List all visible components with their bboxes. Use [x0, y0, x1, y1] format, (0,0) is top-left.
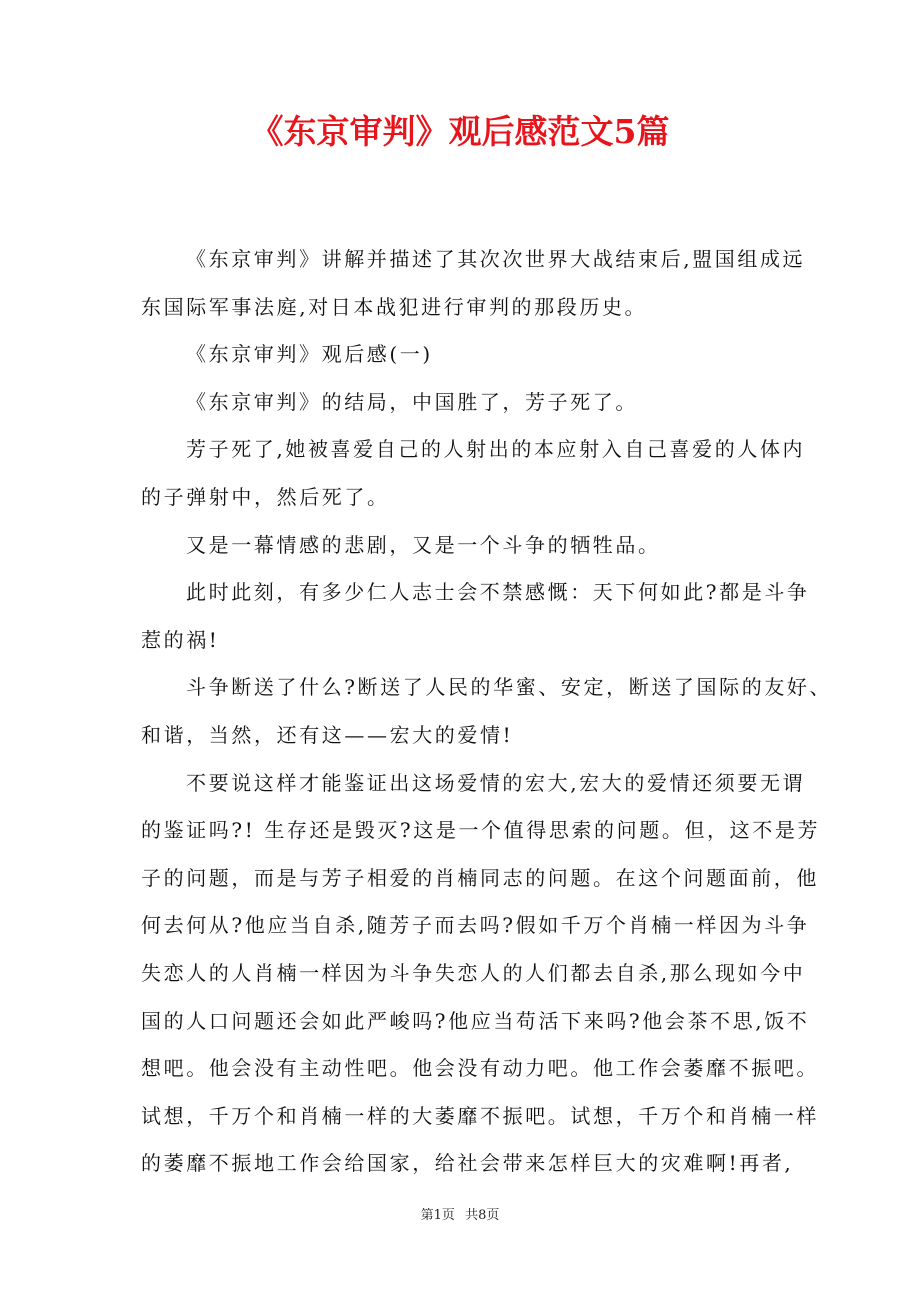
document-title: 《东京审判》观后感范文5篇	[250, 112, 670, 151]
paragraph-line: 的萎靡不振地工作会给国家，给社会带来怎样巨大的灾难啊!再者,	[141, 1151, 794, 1176]
page-total: 共8页	[465, 1208, 500, 1223]
paragraph-line: 的子弹射中，然后死了。	[141, 484, 390, 509]
paragraph-line: 斗争断送了什么?断送了人民的华蜜、安定，断送了国际的友好、	[186, 675, 833, 700]
paragraph-line: 又是一幕情感的悲剧，又是一个斗争的牺牲品。	[186, 532, 661, 557]
paragraph-line: 惹的祸!	[141, 627, 220, 652]
paragraph-line: 子的问题，而是与芳子相爱的肖楠同志的问题。在这个问题面前，他	[141, 865, 819, 890]
paragraph-line: 《东京审判》讲解并描述了其次次世界大战结束后,盟国组成远	[186, 247, 806, 271]
paragraph-line: 此时此刻，有多少仁人志士会不禁感慨：天下何如此?都是斗争	[186, 580, 810, 605]
paragraph-line: 和谐，当然，还有这——宏大的爱情!	[141, 722, 514, 747]
paragraph-line: 东国际军事法庭,对日本战犯进行审判的那段历史。	[141, 294, 648, 319]
paragraph-line: 的鉴证吗?! 生存还是毁灭?这是一个值得思索的问题。但，这不是芳	[141, 818, 821, 843]
document-body	[141, 236, 833, 1188]
paragraph-line: 《东京审判》的结局，中国胜了，芳子死了。	[186, 389, 638, 414]
paragraph-line: 不要说这样才能鉴证出这场爱情的宏大,宏大的爱情还须要无谓	[186, 770, 806, 795]
paragraph-line: 国的人口问题还会如此严峻吗?他应当苟活下来吗?他会茶不思,饭不	[141, 1008, 810, 1033]
paragraph-line: 失恋人的人肖楠一样因为斗争失恋人的人们都去自杀,那么现如今中	[141, 960, 806, 985]
paragraph-line: 想吧。他会没有主动性吧。他会没有动力吧。他工作会萎靡不振吧。	[141, 1056, 819, 1081]
page-footer	[0, 1206, 920, 1226]
section-heading: 《东京审判》观后感(一)	[186, 342, 433, 367]
page-number: 第1页	[420, 1208, 455, 1223]
paragraph-line: 试想，千万个和肖楠一样的大萎靡不振吧。试想，千万个和肖楠一样	[141, 1103, 819, 1128]
paragraph-line: 芳子死了,她被喜爱自己的人射出的本应射入自己喜爱的人体内	[186, 437, 806, 462]
paragraph-line: 何去何从?他应当自杀,随芳子而去吗?假如千万个肖楠一样因为斗争	[141, 913, 810, 938]
